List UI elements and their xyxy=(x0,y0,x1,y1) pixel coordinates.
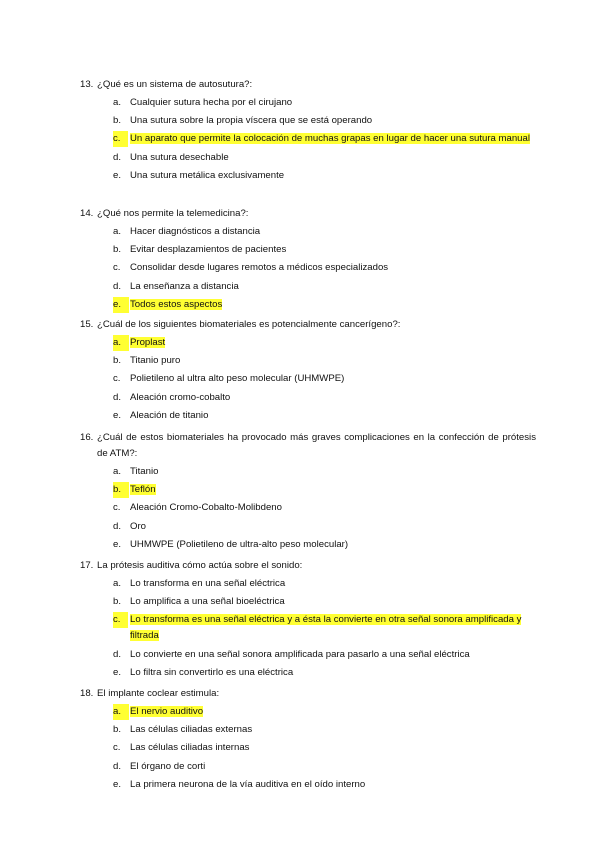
option-b xyxy=(80,594,536,610)
option-a-highlighted xyxy=(80,704,536,720)
option-letter: d. xyxy=(113,391,122,403)
option-text: Teflón xyxy=(130,484,156,496)
option-letter: a. xyxy=(113,335,129,351)
option-e xyxy=(80,537,536,553)
question-13 xyxy=(80,77,536,186)
option-text: Aleación cromo-cobalto xyxy=(130,391,231,403)
option-c xyxy=(80,500,536,516)
option-letter: c. xyxy=(113,612,128,628)
option-a xyxy=(80,95,536,111)
option-text: Oro xyxy=(130,520,146,532)
option-d xyxy=(80,279,536,295)
option-letter: b. xyxy=(113,482,129,498)
question-15 xyxy=(80,317,536,426)
option-c xyxy=(80,740,536,756)
option-text: Consolidar desde lugares remotos a médicos especializados xyxy=(130,262,389,274)
question-title xyxy=(80,317,536,333)
option-text: Lo transforma es una señal eléctrica y a ésta la convierte en otra señal sonora amplificada y filtrada xyxy=(130,614,522,642)
question-text: El implante coclear estimula: xyxy=(97,688,220,699)
option-list xyxy=(80,576,536,681)
option-letter: d. xyxy=(113,520,122,532)
option-e xyxy=(80,777,536,793)
question-16 xyxy=(80,430,536,555)
option-text: Todos estos aspectos xyxy=(130,298,223,310)
option-letter: e. xyxy=(113,409,122,421)
option-list xyxy=(80,335,536,424)
option-letter: c. xyxy=(113,262,121,274)
option-c xyxy=(80,371,536,387)
question-number: 16. xyxy=(80,432,94,443)
option-text: Proplast xyxy=(130,337,166,348)
option-letter: d. xyxy=(113,280,122,292)
question-title xyxy=(80,558,536,574)
option-text: Lo amplifica a una señal bioeléctrica xyxy=(130,596,285,608)
option-letter: d. xyxy=(113,151,122,163)
option-text: Una sutura desechable xyxy=(130,151,229,163)
option-d xyxy=(80,390,536,406)
question-text: ¿Qué nos permite la telemedicina?: xyxy=(97,208,249,219)
option-text: UHMWPE (Polietileno de ultra-alto peso molecular) xyxy=(130,538,349,550)
option-text: El órgano de corti xyxy=(130,760,206,772)
option-text: Una sutura metálica exclusivamente xyxy=(130,169,285,181)
option-list xyxy=(80,224,536,313)
option-letter: b. xyxy=(113,115,122,127)
option-a xyxy=(80,224,536,240)
option-e xyxy=(80,168,536,184)
option-a xyxy=(80,576,536,592)
option-letter: a. xyxy=(113,226,122,237)
question-text: La prótesis auditiva cómo actúa sobre el sonido: xyxy=(97,560,303,571)
question-number: 15. xyxy=(80,319,94,330)
option-a xyxy=(80,464,536,480)
option-text: Lo transforma en una señal eléctrica xyxy=(130,578,286,589)
option-list xyxy=(80,95,536,184)
option-letter: a. xyxy=(113,466,122,477)
option-text: Polietileno al ultra alto peso molecular (UHMWPE) xyxy=(130,373,345,385)
option-d xyxy=(80,150,536,166)
option-c-highlighted xyxy=(80,612,536,644)
option-d xyxy=(80,759,536,775)
question-title xyxy=(80,430,536,462)
option-letter: e. xyxy=(113,778,122,790)
option-text: Cualquier sutura hecha por el cirujano xyxy=(130,97,293,108)
question-18 xyxy=(80,686,536,795)
question-text: ¿Cuál de estos biomateriales ha provocado más graves complicaciones en la confección de prótesis de ATM?: xyxy=(97,432,536,459)
question-text: ¿Cuál de los siguientes biomateriales es potencialmente cancerígeno?: xyxy=(97,319,401,330)
option-letter: b. xyxy=(113,244,122,256)
option-d xyxy=(80,647,536,663)
question-title xyxy=(80,77,536,93)
question-text: ¿Qué es un sistema de autosutura?: xyxy=(97,79,253,90)
question-17 xyxy=(80,558,536,683)
option-text: Una sutura sobre la propia víscera que se está operando xyxy=(130,115,373,127)
option-b xyxy=(80,722,536,738)
option-e-highlighted xyxy=(80,297,536,313)
option-letter: b. xyxy=(113,596,122,608)
question-number: 18. xyxy=(80,688,94,699)
option-letter: d. xyxy=(113,760,122,772)
option-list xyxy=(80,464,536,553)
option-c-highlighted xyxy=(80,131,536,147)
option-text: Las células ciliadas internas xyxy=(130,742,250,754)
option-letter: a. xyxy=(113,578,122,589)
option-b xyxy=(80,242,536,258)
option-b xyxy=(80,353,536,369)
option-letter: c. xyxy=(113,502,121,514)
option-letter: e. xyxy=(113,169,122,181)
question-title xyxy=(80,686,536,702)
option-text: La enseñanza a distancia xyxy=(130,280,239,292)
option-text: Lo convierte en una señal sonora amplificada para pasarlo a una señal eléctrica xyxy=(130,648,470,660)
option-letter: d. xyxy=(113,648,122,660)
option-e xyxy=(80,408,536,424)
option-text: Lo filtra sin convertirlo es una eléctrica xyxy=(130,666,294,678)
option-letter: e. xyxy=(113,666,122,678)
option-text: Aleación de titanio xyxy=(130,409,209,421)
option-text: Hacer diagnósticos a distancia xyxy=(130,226,261,237)
option-text: Titanio xyxy=(130,466,159,477)
option-letter: c. xyxy=(113,742,121,754)
option-text: El nervio auditivo xyxy=(130,706,204,717)
option-text: Un aparato que permite la colocación de muchas grapas en lugar de hacer una sutura manual xyxy=(130,133,530,145)
option-letter: e. xyxy=(113,538,122,550)
question-title xyxy=(80,206,536,222)
option-letter: a. xyxy=(113,97,122,108)
option-b-highlighted xyxy=(80,482,536,498)
question-14 xyxy=(80,206,536,315)
option-text: Evitar desplazamientos de pacientes xyxy=(130,244,287,256)
option-letter: b. xyxy=(113,724,122,736)
option-list xyxy=(80,704,536,793)
option-e xyxy=(80,665,536,681)
option-text: La primera neurona de la vía auditiva en el oído interno xyxy=(130,778,366,790)
option-c xyxy=(80,260,536,276)
option-a-highlighted xyxy=(80,335,536,351)
question-number: 17. xyxy=(80,560,94,571)
option-letter: b. xyxy=(113,355,122,367)
option-letter: c. xyxy=(113,131,128,147)
option-b xyxy=(80,113,536,129)
option-text: Titanio puro xyxy=(130,355,181,367)
question-number: 14. xyxy=(80,208,94,219)
option-text: Aleación Cromo-Cobalto-Molibdeno xyxy=(130,502,282,514)
option-letter: c. xyxy=(113,373,121,385)
option-text: Las células ciliadas externas xyxy=(130,724,253,736)
option-letter: a. xyxy=(113,704,129,720)
question-number: 13. xyxy=(80,79,94,90)
option-d xyxy=(80,519,536,535)
option-letter: e. xyxy=(113,297,129,313)
